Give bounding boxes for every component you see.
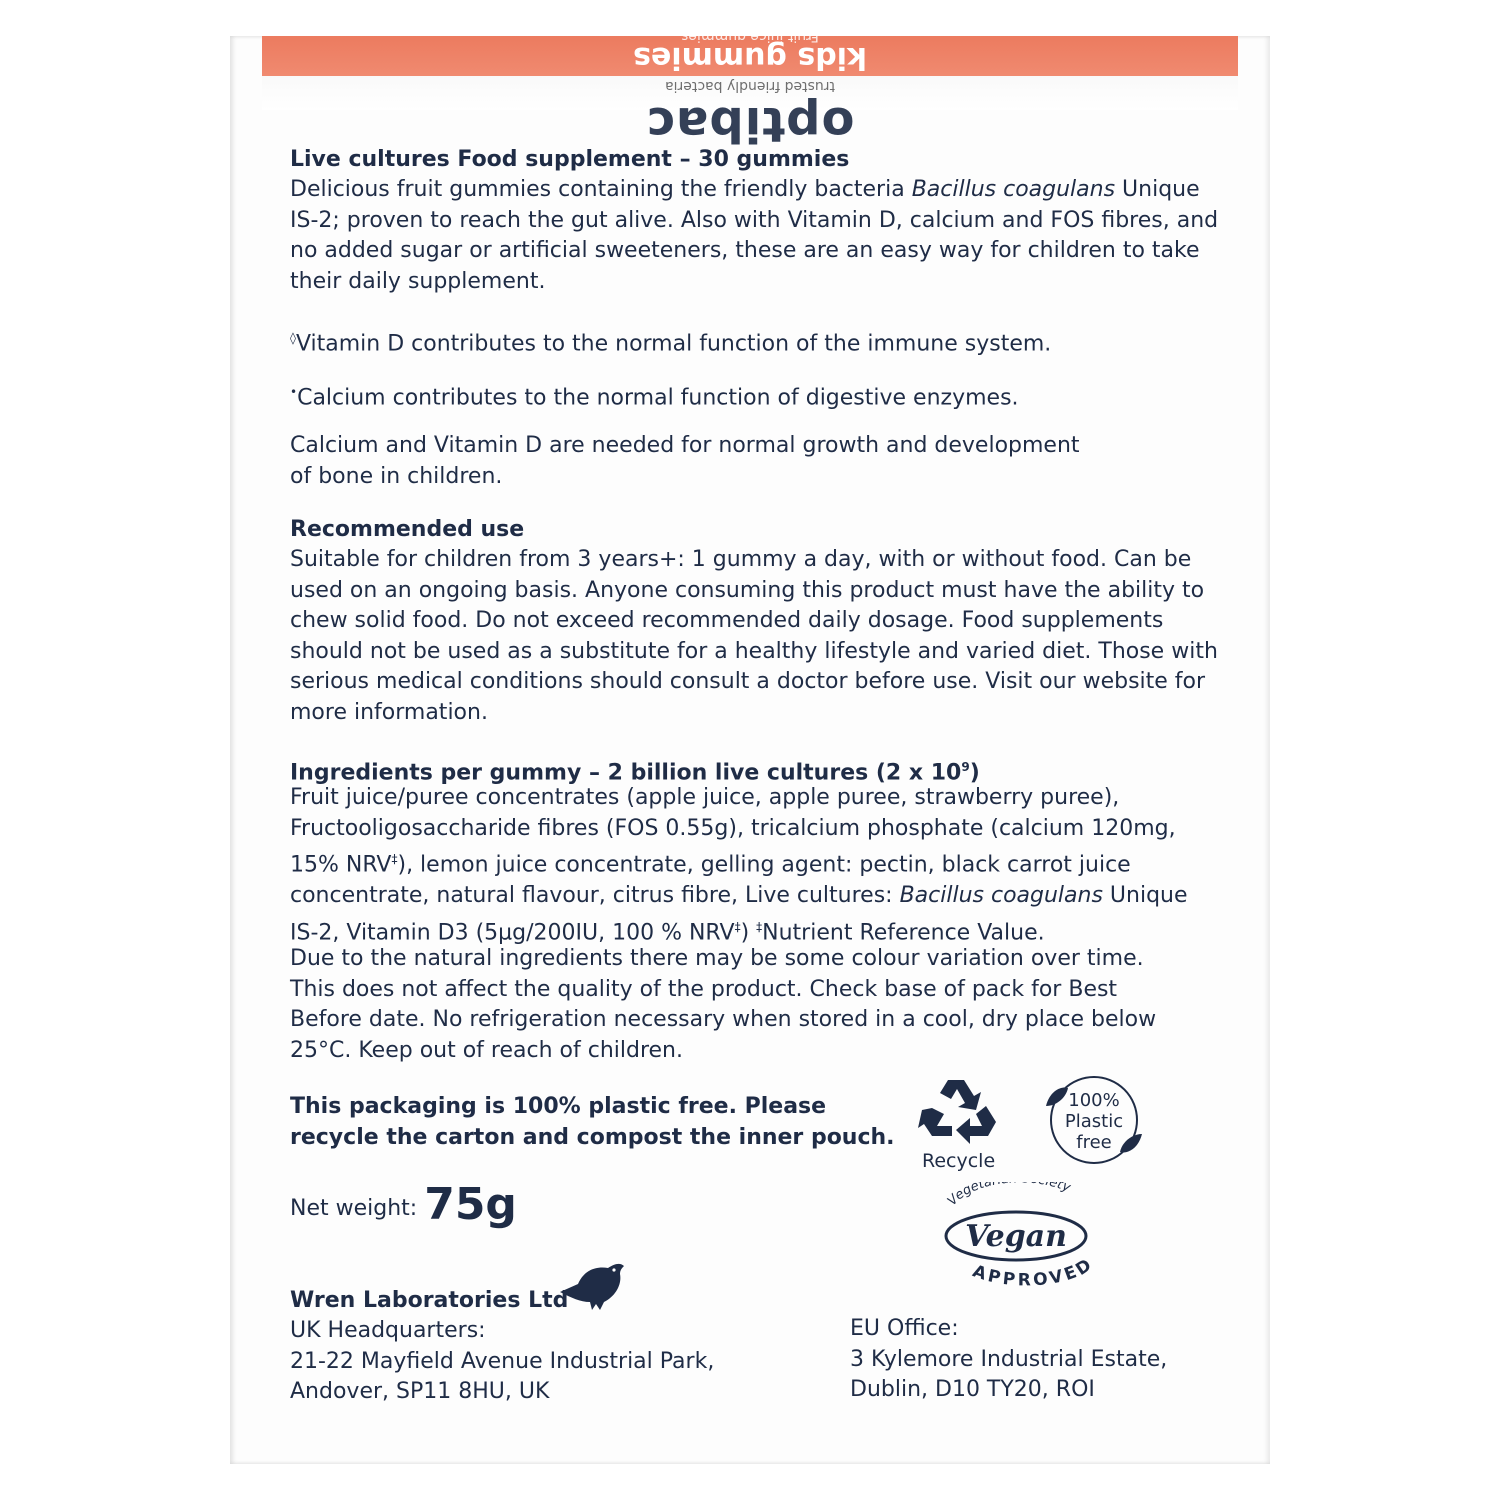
net-weight-value: 75g	[424, 1179, 517, 1230]
brand-tagline-upside-down: trusted friendly bacteria	[665, 78, 835, 94]
species-name: Bacillus coagulans	[899, 883, 1103, 909]
recommended-use-text: Suitable for children from 3 years+: 1 gummy a day, with or without food. Can be used on an ongoing basis. Anyone consuming this product must have the ability to chew solid food. Do not exceed recommended daily dosage. Food supplements should not be used as a substitute for a healthy lifestyle and varied diet. Those with serious medical conditions should consult a doctor before use. Visit our website for more information.	[290, 547, 1218, 725]
vitamin-d-claim: ◊Vitamin D contributes to the normal function of the immune system.	[290, 331, 1052, 357]
product-description: Delicious fruit gummies containing the friendly bacteria Bacillus coagulans Unique IS-2; proven to reach the gut alive. Also with Vitamin D, calcium and FOS fibres, and no added sugar or artificial sweeteners, these are an easy way for children to take their daily supplement.	[290, 177, 1219, 294]
species-name: Bacillus coagulans	[911, 177, 1116, 202]
company-name: Wren Laboratories Ltd	[290, 1288, 569, 1313]
vegan-approved-logo	[930, 1182, 1110, 1292]
product-name-upside-down: kids gummies	[633, 40, 867, 75]
vegan-seal-icon	[930, 1182, 1110, 1292]
wren-bird-icon	[558, 1258, 630, 1316]
uk-address: UK Headquarters: 21-22 Mayfield Avenue Industrial Park, Andover, SP11 8HU, UK	[290, 1318, 715, 1405]
ingredients-heading: Ingredients per gummy – 2 billion live cultures (2 x $10^9$)	[290, 760, 980, 786]
recycle-logo	[918, 1074, 1008, 1172]
recommended-use-heading: Recommended use	[290, 517, 525, 542]
growth-claim: Calcium and Vitamin D are needed for normal growth and development of bone in children.	[290, 433, 1080, 489]
packaging-notice: This packaging is 100% plastic free. Please recycle the carton and compost the inner pouch.	[290, 1094, 895, 1150]
net-weight-label: Net weight:	[290, 1196, 425, 1221]
vegan-seal-bottom-text: APPROVED	[969, 1253, 1098, 1291]
vegan-seal-top-text: Vegeta ety	[944, 1182, 1073, 1209]
ingredients-list: Fruit juice/puree concentrates (apple juice, apple puree, strawberry puree), Fructooligosaccharide fibres (FOS 0.55g), tricalcium phosphate (calcium 120mg, 15% NRV‡), lemon juice concentrate, gelling agent: pectin, black carrot juice concentrate, natural flavour, citrus fibre, Live cultures: Bacillus coagulans Unique IS-2, Vitamin D3 (5µg/200IU, 100 % NRV‡) ‡Nutrient Reference Value.	[290, 785, 1188, 946]
plastic-free-badge: 100% Plastic free	[1042, 1074, 1146, 1166]
recycle-icon	[918, 1074, 1002, 1150]
svg-text:Vegetarian Society	[945, 1182, 1073, 1209]
calcium-claim: •Calcium contributes to the normal function of digestive enzymes.	[290, 385, 1019, 411]
product-heading: Live cultures Food supplement – 30 gummies	[290, 147, 850, 172]
eu-address: EU Office: 3 Kylemore Industrial Estate, Dublin, D10 TY20, ROI	[850, 1316, 1168, 1403]
storage-notice: Due to the natural ingredients there may be some colour variation over time. This does not affect the quality of the product. Check base of pack for Best Before date. No refrigeration necessary when stored in a cool, dry place below 25°C. Keep out of reach of children.	[290, 946, 1157, 1063]
carton-top-flap	[262, 28, 1238, 152]
product-subtitle-upside-down: Fruit juice gummies	[681, 28, 819, 44]
recycle-label: Recycle	[922, 1150, 996, 1172]
brand-logo-upside-down: optibac	[645, 96, 855, 152]
vegan-seal-word: Vegan	[965, 1219, 1067, 1254]
net-weight	[290, 1179, 517, 1230]
